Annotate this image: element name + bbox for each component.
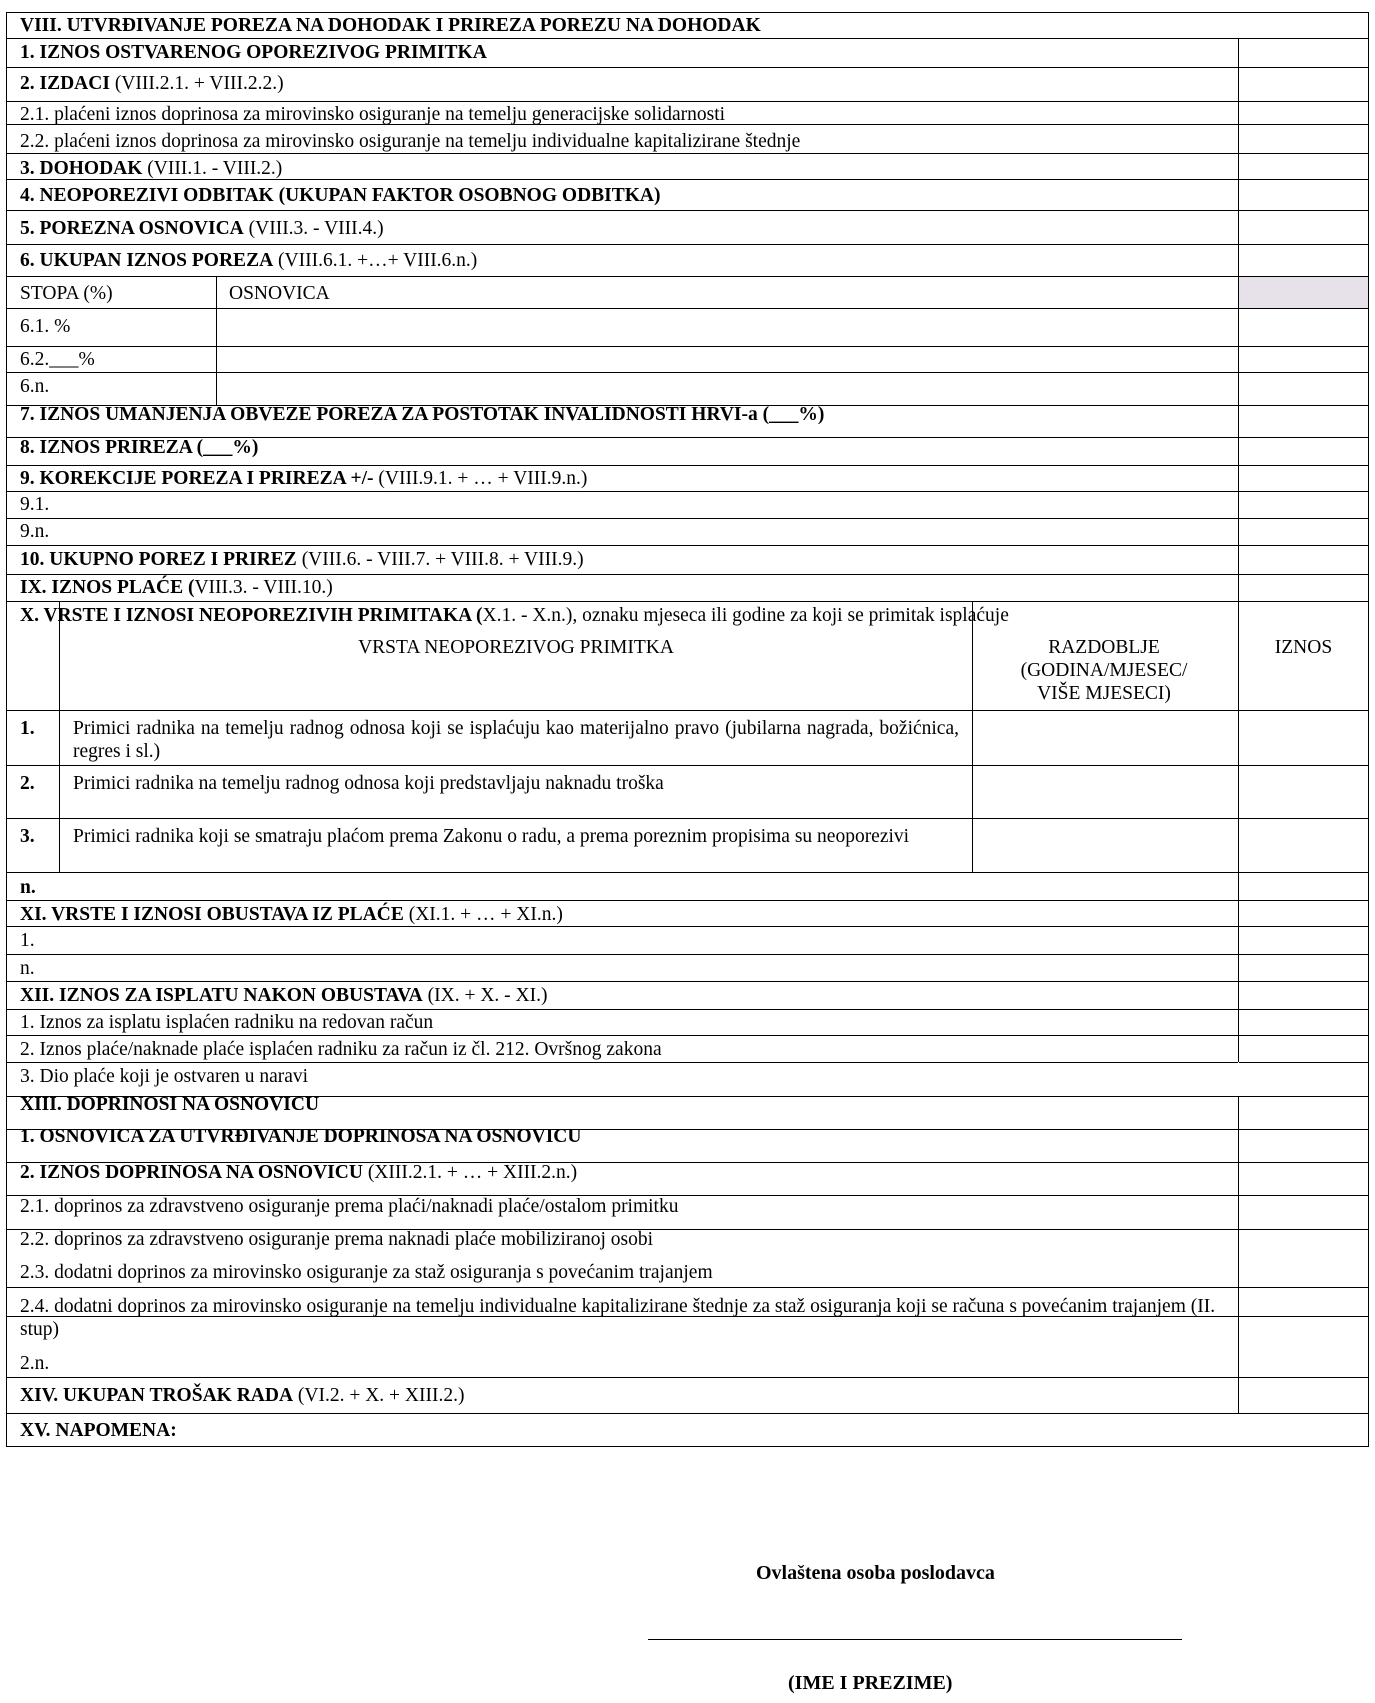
section-9: IX. IZNOS PLAĆE (VIII.3. - VIII.10.) [20,577,333,598]
row-8-2-2: 2.2. plaćeni iznos doprinosa za mirovinsko osiguranje na temelju individualne kapitalizirane štednje [20,131,801,152]
section-14: XIV. UKUPAN TROŠAK RADA (VI.2. + X. + XIII.2.) [20,1385,465,1406]
col-iznos: IZNOS [1274,637,1333,658]
row-11-1: 1. [20,930,35,951]
row-8-8: 8. IZNOS PRIREZA (___%) [20,437,259,458]
tax-form-table [6,12,1369,1447]
item-text-3: Primici radnika koji se smatraju plaćom prema Zakonu o radu, a prema poreznim propisima su neoporezivi [73,826,910,847]
row-8-6-n: 6.n. [20,376,50,397]
signature-label: Ovlaštena osoba poslodavca [756,1562,995,1584]
row-8-4: 4. NEOPOREZIVI ODBITAK (UKUPAN FAKTOR OSOBNOG ODBITKA) [20,185,661,206]
signature-name: (IME I PREZIME) [788,1672,953,1694]
section-11: XI. VRSTE I IZNOSI OBUSTAVA IZ PLAĆE (XI.1. + … + XI.n.) [20,904,563,925]
section-13-title: XIII. DOPRINOSI NA OSNOVICU [20,1094,320,1115]
section-8-title: VIII. UTVRĐIVANJE POREZA NA DOHODAK I PRIREZA POREZU NA DOHODAK [20,15,761,36]
item-no-n: n. [20,877,36,898]
item-no-2: 2. [20,773,35,794]
row-12-1: 1. Iznos za isplatu isplaćen radniku na redovan račun [20,1012,434,1033]
row-8-1: 1. IZNOS OSTVARENOG OPOREZIVOG PRIMITKA [20,42,487,63]
row-8-5: 5. POREZNA OSNOVICA (VIII.3. - VIII.4.) [20,218,384,239]
row-8-9-n: 9.n. [20,521,50,542]
item-no-1: 1. [20,718,35,739]
row-12-3: 3. Dio plaće koji je ostvaren u naravi [20,1066,309,1087]
shaded-cell [1239,277,1368,308]
row-13-2-2: 2.2. doprinos za zdravstveno osiguranje prema naknadi plaće mobiliziranoj osobi [20,1229,654,1250]
section-15: XV. NAPOMENA: [20,1420,177,1441]
col-razdoblje: RAZDOBLJE (GODINA/MJESEC/ VIŠE MJESECI) [1020,637,1188,704]
row-11-n: n. [20,958,35,979]
col-stopa: STOPA (%) [20,283,113,304]
row-13-2-n: 2.n. [20,1353,50,1374]
row-8-2-1: 2.1. plaćeni iznos doprinosa za mirovinsko osiguranje na temelju generacijske solidarnosti [20,104,726,125]
row-8-3: 3. DOHODAK (VIII.1. - VIII.2.) [20,158,283,179]
row-8-9: 9. KOREKCIJE POREZA I PRIREZA +/- (VIII.9.1. + … + VIII.9.n.) [20,468,588,489]
col-vrsta: VRSTA NEOPOREZIVOG PRIMITKA [358,637,674,658]
item-text-2: Primici radnika na temelju radnog odnosa koji predstavljaju naknadu troška [73,773,664,794]
row-8-6-1: 6.1. % [20,316,71,337]
row-8-6-2: 6.2.___% [20,349,95,370]
row-13-1: 1. OSNOVICA ZA UTVRĐIVANJE DOPRINOSA NA OSNOVICU [20,1126,582,1147]
section-12: XII. IZNOS ZA ISPLATU NAKON OBUSTAVA (IX. + X. - XI.) [20,985,548,1006]
item-text-1: Primici radnika na temelju radnog odnosa koji se isplaćuju kao materijalno pravo (jubilarna nagrada, božićnica, regres i sl.) [73,718,959,762]
row-13-2-1: 2.1. doprinos za zdravstveno osiguranje prema plaći/naknadi plaće/ostalom primitku [20,1196,679,1217]
row-8-6: 6. UKUPAN IZNOS POREZA (VIII.6.1. +…+ VIII.6.n.) [20,250,478,271]
row-12-2: 2. Iznos plaće/naknade plaće isplaćen radniku za račun iz čl. 212. Ovršnog zakona [20,1039,662,1060]
row-8-9-1: 9.1. [20,494,50,515]
row-13-2: 2. IZNOS DOPRINOSA NA OSNOVICU (XIII.2.1. + … + XIII.2.n.) [20,1162,578,1183]
row-13-2-4: 2.4. dodatni doprinos za mirovinsko osiguranje na temelju individualne kapitalizirane štednje za staž osiguranja koji se računa s povećanim trajanjem (II. stup) [20,1296,1216,1340]
col-osnovica: OSNOVICA [229,283,330,304]
row-8-10: 10. UKUPNO POREZ I PRIREZ (VIII.6. - VIII.7. + VIII.8. + VIII.9.) [20,549,584,570]
section-10-title: X. VRSTE I IZNOSI NEOPOREZIVIH PRIMITAKA (X.1. - X.n.), oznaku mjeseca ili godine za koji se primitak isplaćuje [20,605,1009,626]
item-no-3: 3. [20,826,35,847]
row-8-2: 2. IZDACI (VIII.2.1. + VIII.2.2.) [20,73,284,94]
row-8-7: 7. IZNOS UMANJENJA OBVEZE POREZA ZA POSTOTAK INVALIDNOSTI HRVI-a (___%) [20,404,825,425]
signature-line [648,1639,1182,1640]
row-13-2-3: 2.3. dodatni doprinos za mirovinsko osiguranje za staž osiguranja s povećanim trajanjem [20,1262,713,1283]
